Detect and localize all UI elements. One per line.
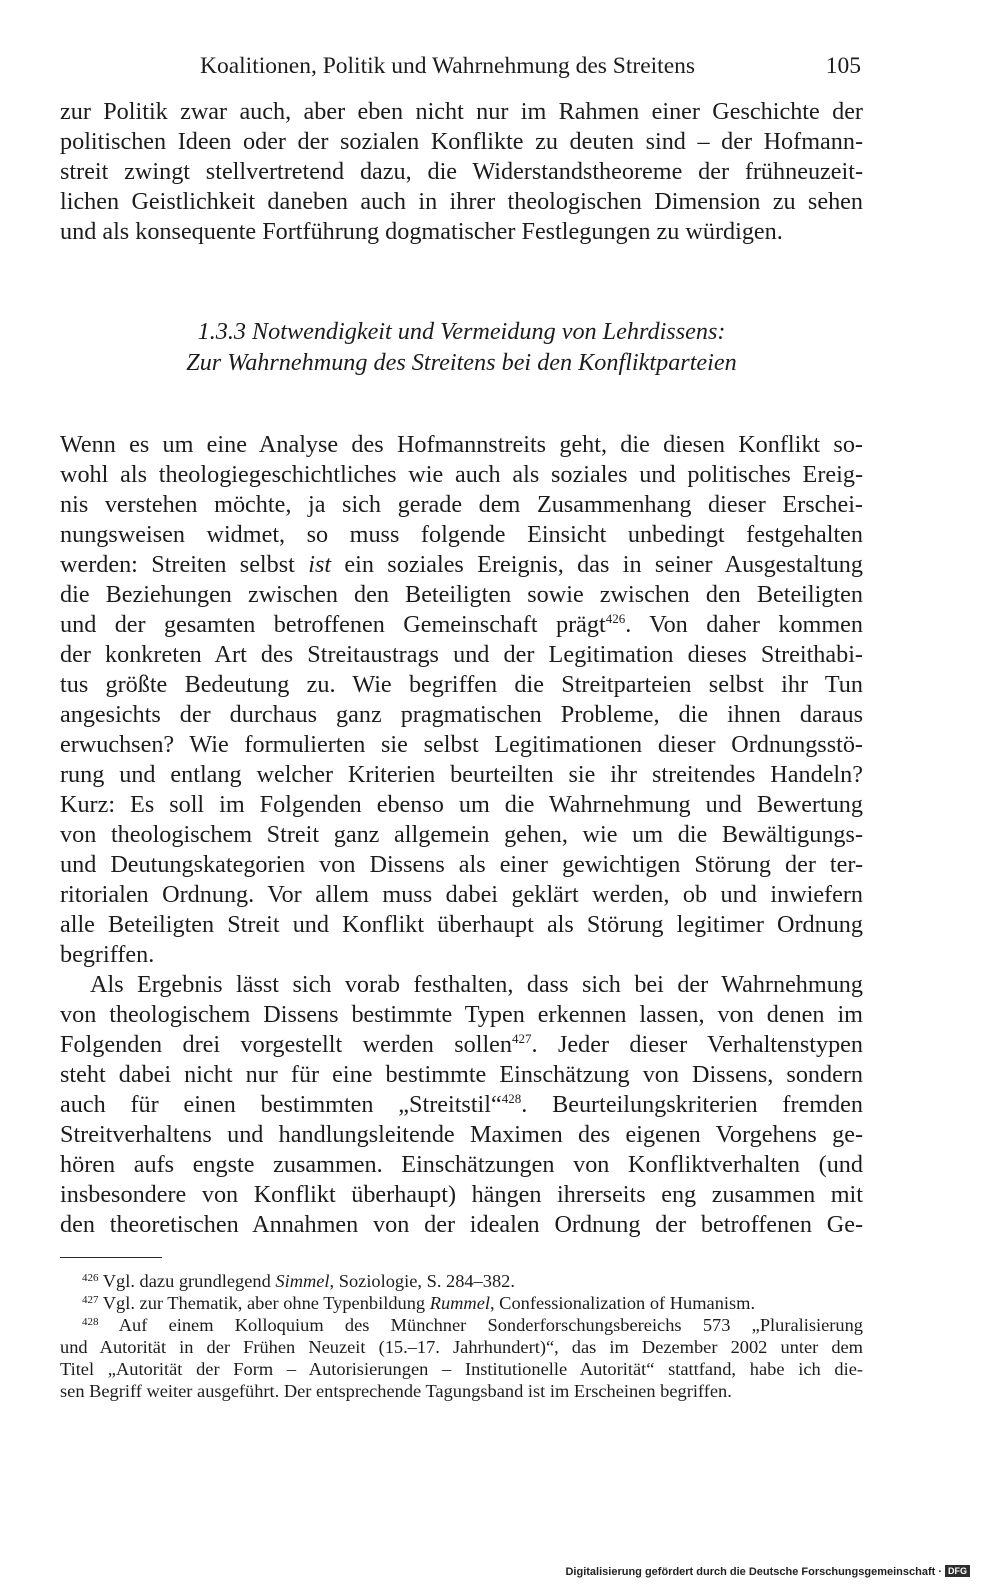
text-line: erwuchsen? Wie formulierten sie selbst Legitimationen dieser Ordnungsstö- <box>60 731 863 758</box>
footnote-ref-427: 427 <box>512 1031 532 1046</box>
footnote-ref-428: 428 <box>501 1091 522 1106</box>
footnote-428 <box>60 1314 863 1336</box>
running-head <box>60 48 863 84</box>
text-line <box>60 1030 863 1060</box>
running-title: Koalitionen, Politik und Wahrnehmung des Streitens <box>200 53 696 79</box>
footnote-427 <box>60 1292 863 1314</box>
section-heading-line-2: Zur Wahrnehmung des Streitens bei den Konfliktparteien <box>186 348 737 376</box>
emphasis: ist <box>308 551 332 578</box>
emphasis: Simmel <box>275 1271 330 1291</box>
text-run: Folgenden drei vorgestellt werden sollen <box>60 1031 513 1058</box>
text-line: begriffen. <box>60 941 155 968</box>
text-line: von theologischem Streit ganz allgemein gehen, wie um die Bewältigungs- <box>60 821 863 848</box>
text-line: streit zwingt stellvertretend dazu, die Widerstandstheoreme der frühneuzeit- <box>60 158 863 185</box>
text-line: nungsweisen widmet, so muss folgende Einsicht unbedingt festgehalten <box>60 521 863 548</box>
text-line: der konkreten Art des Streitaustrags und der Legitimation dieses Streithabi- <box>60 641 863 668</box>
footnote-line: Titel „Autorität der Form – Autorisierungen – Institutionelle Autorität“ stattfand, habe ich die- <box>60 1359 863 1379</box>
text-run: , Confessionalization of Humanism. <box>489 1293 756 1313</box>
dfg-logo-icon: DFG <box>945 1565 970 1577</box>
paragraph-continuation <box>60 97 863 247</box>
footnote-426 <box>60 1270 863 1292</box>
text-run: . Jeder dieser Verhaltenstypen <box>531 1031 863 1058</box>
text-line: zur Politik zwar auch, aber eben nicht nur im Rahmen einer Geschichte der <box>60 98 863 125</box>
text-run: auch für einen bestimmten „Streitstil“ <box>60 1091 502 1118</box>
text-run: Vgl. zur Thematik, aber ohne Typenbildung <box>98 1293 430 1313</box>
text-line: politischen Ideen oder der sozialen Konflikte zu deuten sind – der Hofmann- <box>60 128 863 155</box>
text-line <box>60 610 863 640</box>
text-run: . Von daher kommen <box>625 611 863 638</box>
text-line: angesichts der durchaus ganz pragmatischen Probleme, die ihnen daraus <box>60 701 863 728</box>
section-heading-line-1: 1.3.3 Notwendigkeit und Vermeidung von Lehrdissens: <box>197 318 726 345</box>
text-line: nis verstehen möchte, ja sich gerade dem Zusammenhang dieser Erschei- <box>60 491 863 518</box>
text-line: lichen Geistlichkeit daneben auch in ihrer theologischen Dimension zu sehen <box>60 188 863 215</box>
paragraph-main <box>60 430 863 1240</box>
text-line: ritorialen Ordnung. Vor allem muss dabei geklärt werden, ob und inwiefern <box>60 881 863 908</box>
text-run: ein soziales Ereignis, das in seiner Ausgestaltung <box>331 551 863 578</box>
footnote-ref-426: 426 <box>605 611 626 626</box>
text-run: . Beurteilungskriterien fremden <box>521 1091 863 1118</box>
text-line: alle Beteiligten Streit und Konflikt überhaupt als Störung legitimer Ordnung <box>60 911 863 938</box>
text-line: steht dabei nicht nur für eine bestimmte Einschätzung von Dissens, sondern <box>60 1061 863 1088</box>
footnote-number: 427 <box>82 1294 99 1306</box>
footnotes <box>60 1270 863 1402</box>
emphasis: Rummel <box>429 1293 490 1313</box>
scan-credit-text: Digitalisierung gefördert durch die Deutsche Forschungsgemeinschaft · <box>565 1566 942 1578</box>
text-line: den theoretischen Annahmen von der idealen Ordnung der betroffenen Ge- <box>60 1211 863 1238</box>
text-run: Auf einem Kolloquium des Münchner Sonderforschungsbereichs 573 „Pluralisierung <box>98 1315 863 1335</box>
footnote-divider <box>60 1257 162 1258</box>
text-line: Kurz: Es soll im Folgenden ebenso um die Wahrnehmung und Bewertung <box>60 791 863 818</box>
footnote-number: 426 <box>82 1272 99 1284</box>
text-run: werden: Streiten selbst <box>60 551 309 578</box>
text-line: wohl als theologiegeschichtliches wie auch als soziales und politisches Ereig- <box>60 461 863 488</box>
text-line: rung und entlang welcher Kriterien beurteilten sie ihr streitendes Handeln? <box>60 761 863 788</box>
text-line: und als konsequente Fortführung dogmatischer Festlegungen zu würdigen. <box>60 218 783 245</box>
text-line: Streitverhaltens und handlungsleitende Maximen des eigenen Vorgehens ge- <box>60 1121 863 1148</box>
text-line: die Beziehungen zwischen den Beteiligten sowie zwischen den Beteiligten <box>60 581 863 608</box>
text-line: von theologischem Dissens bestimmte Typen erkennen lassen, von denen im <box>60 1001 863 1028</box>
text-run: Vgl. dazu grundlegend <box>98 1271 276 1291</box>
footnote-line: sen Begriff weiter ausgeführt. Der entsprechende Tagungsband ist im Erscheinen begriffen. <box>60 1381 732 1401</box>
text-line: Wenn es um eine Analyse des Hofmannstreits geht, die diesen Konflikt so- <box>60 431 863 458</box>
footnote-line: und Autorität in der Frühen Neuzeit (15.–17. Jahrhundert)“, das im Dezember 2002 unter dem <box>60 1337 863 1357</box>
text-line: hören aufs engste zusammen. Einschätzungen von Konfliktverhalten (und <box>60 1151 863 1178</box>
text-line <box>60 550 863 580</box>
text-run: , Soziologie, S. 284–382. <box>329 1271 515 1291</box>
text-line <box>60 1090 863 1120</box>
text-line: und Deutungskategorien von Dissens als einer gewichtigen Störung der ter- <box>60 851 863 878</box>
text-line: tus größte Bedeutung zu. Wie begriffen die Streitparteien selbst ihr Tun <box>60 671 863 698</box>
text-line: insbesondere von Konflikt überhaupt) hängen ihrerseits eng zusammen mit <box>60 1181 863 1208</box>
text-run: und der gesamten betroffenen Gemeinschaft prägt <box>60 611 606 638</box>
page-number: 105 <box>825 53 861 79</box>
section-heading <box>60 317 863 378</box>
text-line: Als Ergebnis lässt sich vorab festhalten, dass sich bei der Wahrnehmung <box>90 971 863 998</box>
scan-credit <box>565 1565 970 1578</box>
footnote-number: 428 <box>82 1316 99 1328</box>
